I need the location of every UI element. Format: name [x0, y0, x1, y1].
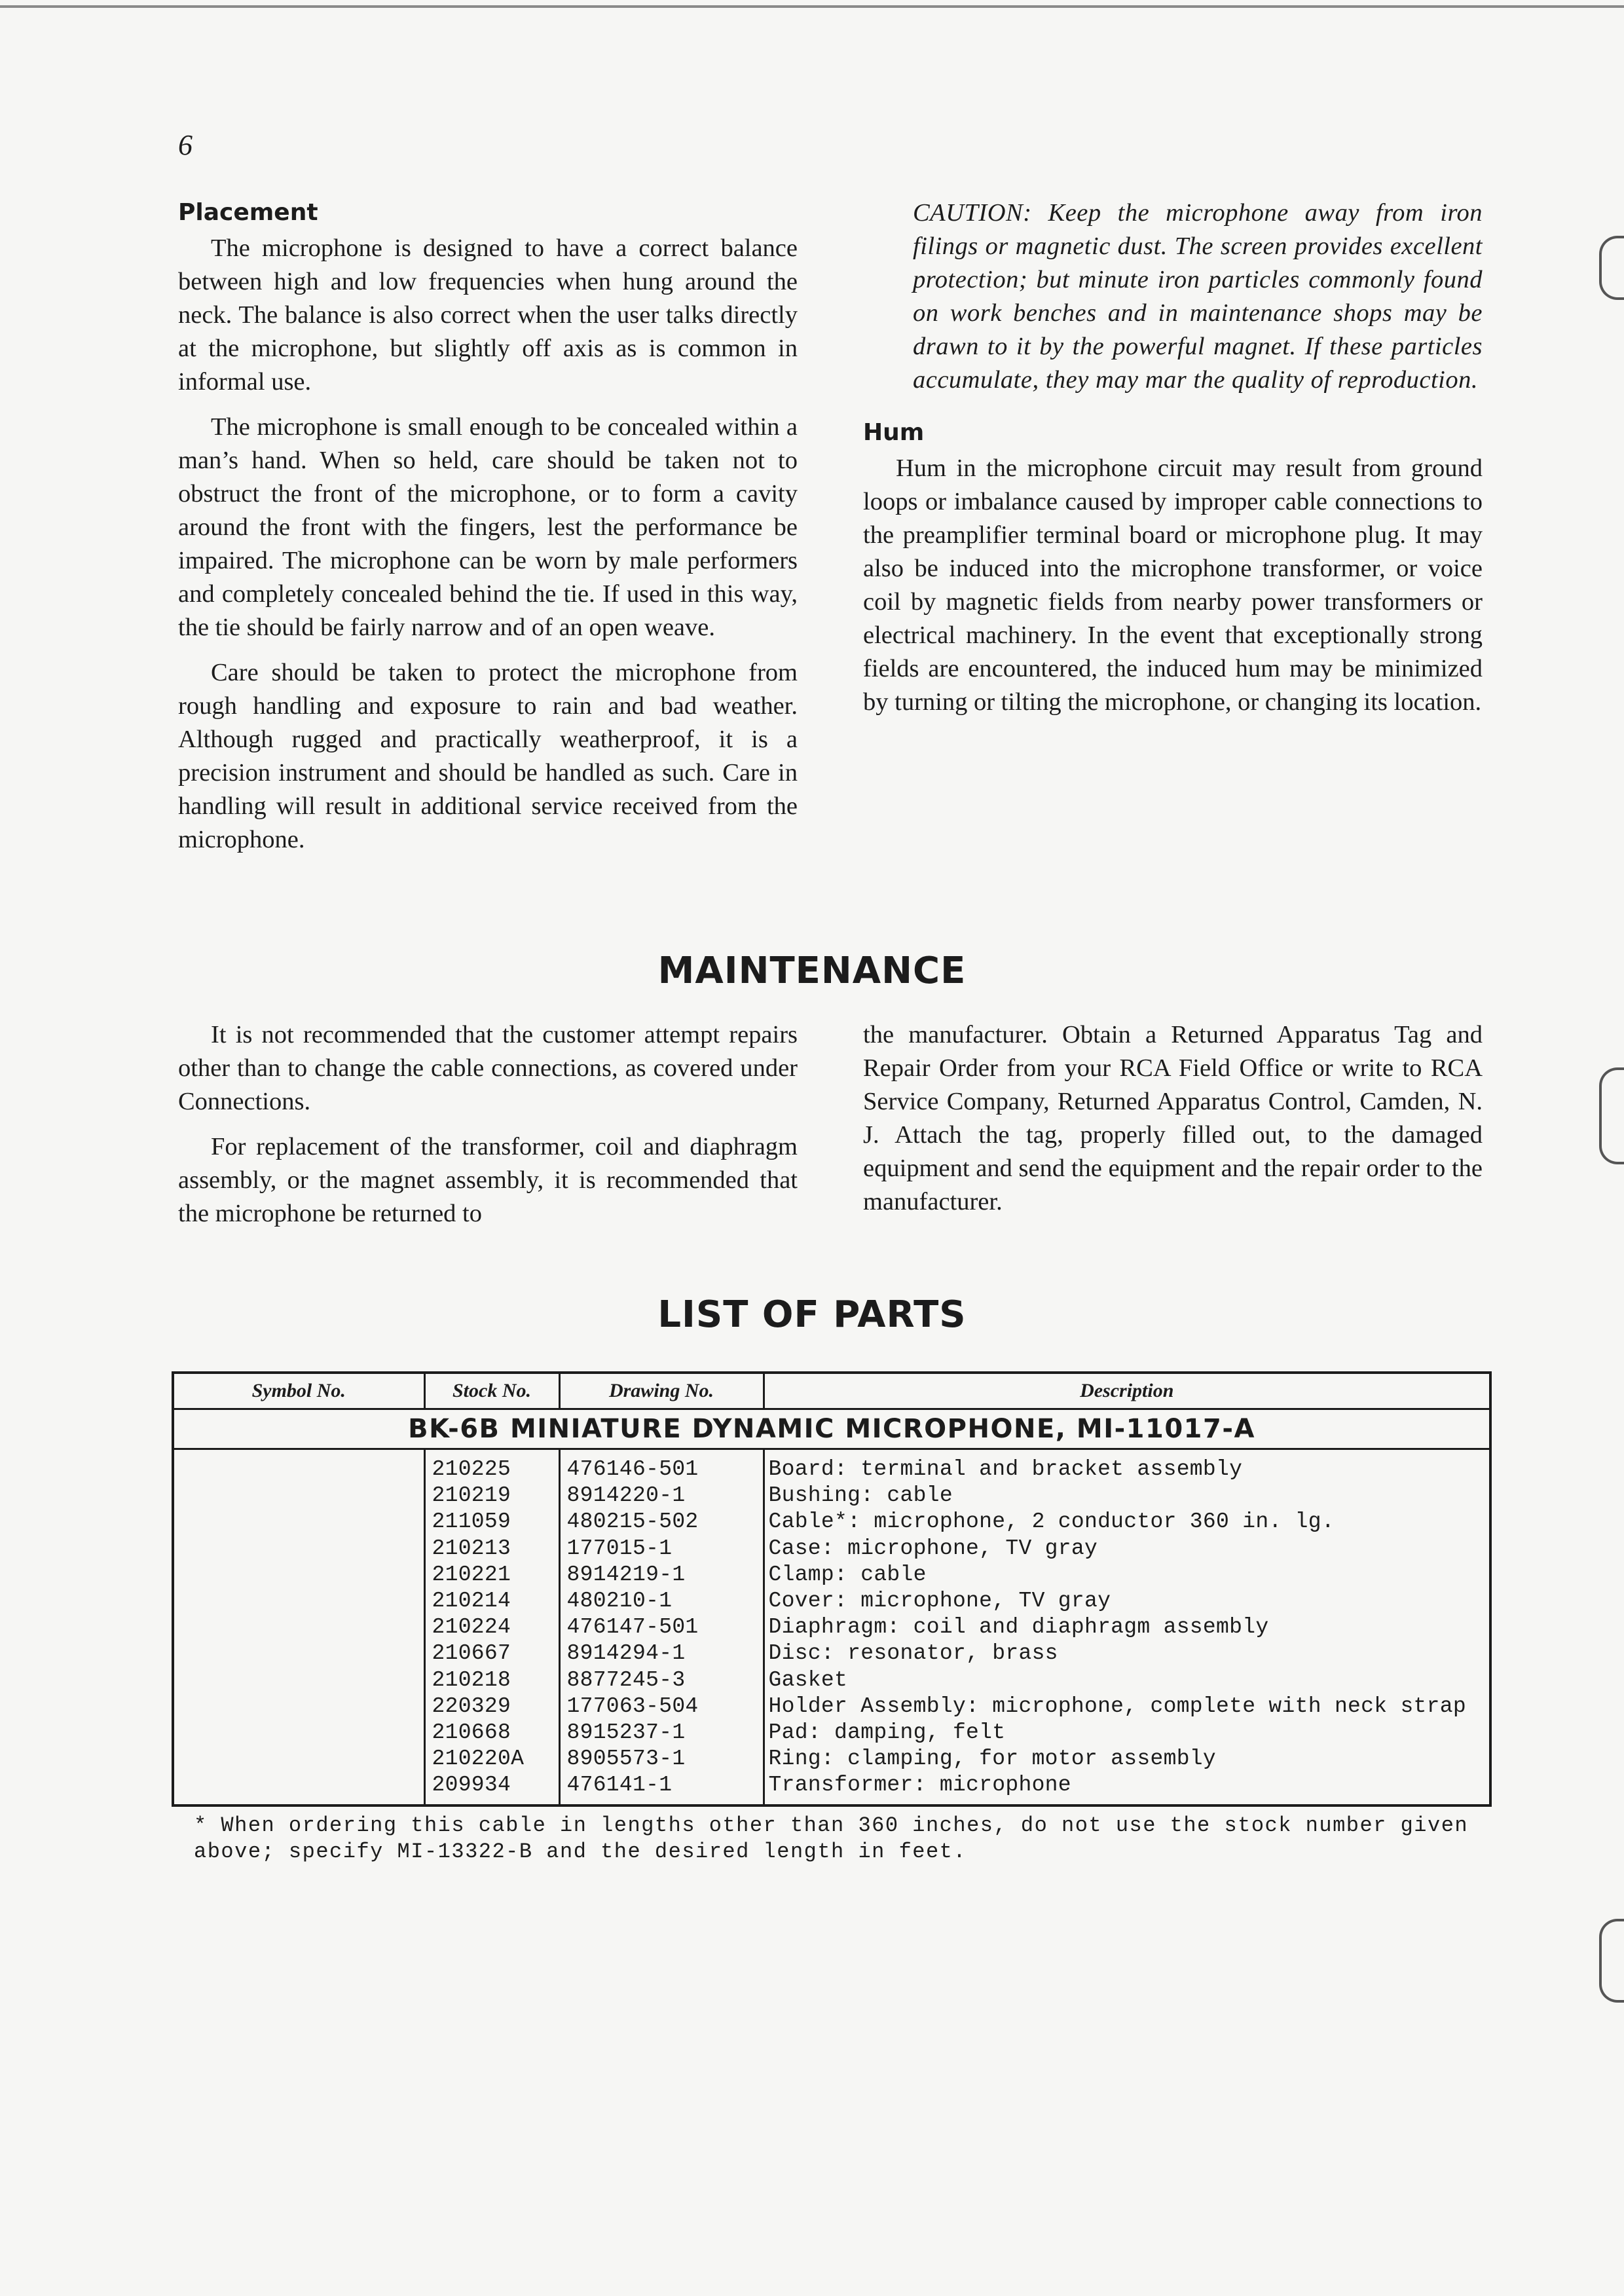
- drawing-number: 476146-501: [566, 1457, 699, 1481]
- part-description: Ring: clamping, for motor assembly: [768, 1747, 1217, 1771]
- hum-heading: Hum: [863, 419, 925, 446]
- column-header-drawing: Drawing No.: [559, 1373, 764, 1409]
- stock-number: 210213: [432, 1536, 511, 1561]
- part-description: Diaphragm: coil and diaphragm assembly: [768, 1615, 1269, 1640]
- part-description: Clamp: cable: [768, 1562, 927, 1587]
- maintenance-paragraph: It is not recommended that the customer attempt repairs other than to change the cable connections, as covered under Connections.: [178, 1021, 798, 1115]
- placement-paragraph: The microphone is designed to have a correct balance between high and low frequencies when hung around the neck. The balance is also correct when the user talks directly at the microphone, but slightly off axis as is common in informal use.: [178, 234, 798, 396]
- stock-number: 210219: [432, 1483, 511, 1508]
- part-description: Cable*: microphone, 2 conductor 360 in. lg.: [768, 1509, 1335, 1534]
- stock-number: 210220A: [432, 1747, 525, 1771]
- part-description: Case: microphone, TV gray: [768, 1536, 1098, 1561]
- top-rule: [0, 5, 1624, 8]
- part-description: Board: terminal and bracket assembly: [768, 1457, 1243, 1481]
- part-description: Pad: damping, felt: [768, 1720, 1006, 1745]
- stock-number: 220329: [432, 1694, 511, 1718]
- drawing-number: 177015-1: [566, 1536, 673, 1561]
- maintenance-right: [863, 1018, 1483, 1231]
- stock-number: 210668: [432, 1720, 511, 1745]
- table-title: BK-6B MINIATURE DYNAMIC MICROPHONE, MI-11017-A: [173, 1409, 1490, 1449]
- part-description: Transformer: microphone: [768, 1773, 1071, 1798]
- part-description: Cover: microphone, TV gray: [768, 1589, 1111, 1614]
- placement-section: [178, 196, 798, 868]
- drawing-number: 480210-1: [566, 1589, 673, 1614]
- symbol-column: [173, 1449, 424, 1805]
- list-of-parts-heading: LIST OF PARTS: [657, 1293, 967, 1336]
- stock-number: 209934: [432, 1773, 511, 1798]
- drawing-number: 8905573-1: [566, 1747, 686, 1771]
- stock-column: [424, 1449, 559, 1805]
- placement-heading: Placement: [178, 199, 318, 226]
- description-column: [764, 1449, 1490, 1805]
- stock-number: 210225: [432, 1457, 511, 1481]
- maintenance-paragraph: For replacement of the transformer, coil and diaphragm assembly, or the magnet assembly, it is recommended that the microphone be returned to: [178, 1133, 798, 1227]
- binding-mark: [1599, 1067, 1624, 1164]
- drawing-number: 480215-502: [566, 1509, 699, 1534]
- part-description: Gasket: [768, 1667, 848, 1692]
- column-header-stock: Stock No.: [424, 1373, 559, 1409]
- drawing-column: [559, 1449, 764, 1805]
- drawing-number: 177063-504: [566, 1694, 699, 1718]
- stock-number: 210667: [432, 1641, 511, 1666]
- part-description: Bushing: cable: [768, 1483, 953, 1508]
- column-header-description: Description: [764, 1373, 1490, 1409]
- stock-number: 210221: [432, 1562, 511, 1587]
- caution-hum-section: [863, 196, 1483, 731]
- hum-paragraph: Hum in the microphone circuit may result from ground loops or imbalance caused by improper cable connections to the preamplifier terminal board or microphone plug. It may also be induced into the microphone transformer, or voice coil by magnetic fields from nearby power transformers or electrical machinery. In the event that exceptionally strong fields are encountered, the induced hum may be minimized by turning or tilting the microphone, or changing its location.: [863, 454, 1483, 716]
- footnote: * When ordering this cable in lengths other than 360 inches, do not use the stock number given above; specify MI-13322-B and the desired length in feet.: [194, 1813, 1469, 1864]
- stock-number: 210218: [432, 1667, 511, 1692]
- drawing-number: 8914220-1: [566, 1483, 686, 1508]
- stock-number: 211059: [432, 1509, 511, 1534]
- parts-table: [172, 1371, 1492, 1807]
- drawing-number: 8914294-1: [566, 1641, 686, 1666]
- drawing-number: 8915237-1: [566, 1720, 686, 1745]
- maintenance-paragraph: the manufacturer. Obtain a Returned Apparatus Tag and Repair Order from your RCA Field Office or write to RCA Service Company, Returned Apparatus Control, Camden, N. J. Attach the tag, properly filled out, to the damaged equipment and send the equipment and the repair order to the manufacturer.: [863, 1021, 1483, 1215]
- page-number: 6: [178, 129, 193, 161]
- column-header-symbol: Symbol No.: [173, 1373, 424, 1409]
- caution-note: CAUTION: Keep the microphone away from iron filings or magnetic dust. The screen provides excellent protection; but minute iron particles commonly found on work benches and in maintenance shops may be drawn to it by the powerful magnet. If these particles accumulate, they may mar the quality of reproduction.: [913, 199, 1483, 394]
- drawing-number: 476141-1: [566, 1773, 673, 1798]
- maintenance-heading: MAINTENANCE: [657, 950, 967, 992]
- drawing-number: 8914219-1: [566, 1562, 686, 1587]
- stock-number: 210224: [432, 1615, 511, 1640]
- drawing-number: 8877245-3: [566, 1667, 686, 1692]
- placement-paragraph: The microphone is small enough to be concealed within a man’s hand. When so held, care should be taken not to obstruct the front of the microphone, or to form a cavity around the front with the fingers, lest the performance be impaired. The microphone can be worn by male performers and completely concealed behind the tie. If used in this way, the tie should be fairly narrow and of an open weave.: [178, 413, 798, 641]
- stock-number: 210214: [432, 1589, 511, 1614]
- binding-mark: [1599, 236, 1624, 300]
- placement-paragraph: Care should be taken to protect the microphone from rough handling and exposure to rain and bad weather. Although rugged and practically weatherproof, it is a precision instrument and should be handled as such. Care in handling will result in additional service received from the microphone.: [178, 659, 798, 853]
- part-description: Disc: resonator, brass: [768, 1641, 1058, 1666]
- part-description: Holder Assembly: microphone, complete with neck strap: [768, 1694, 1466, 1718]
- drawing-number: 476147-501: [566, 1615, 699, 1640]
- binding-mark: [1599, 1919, 1624, 2003]
- maintenance-left: [178, 1018, 798, 1242]
